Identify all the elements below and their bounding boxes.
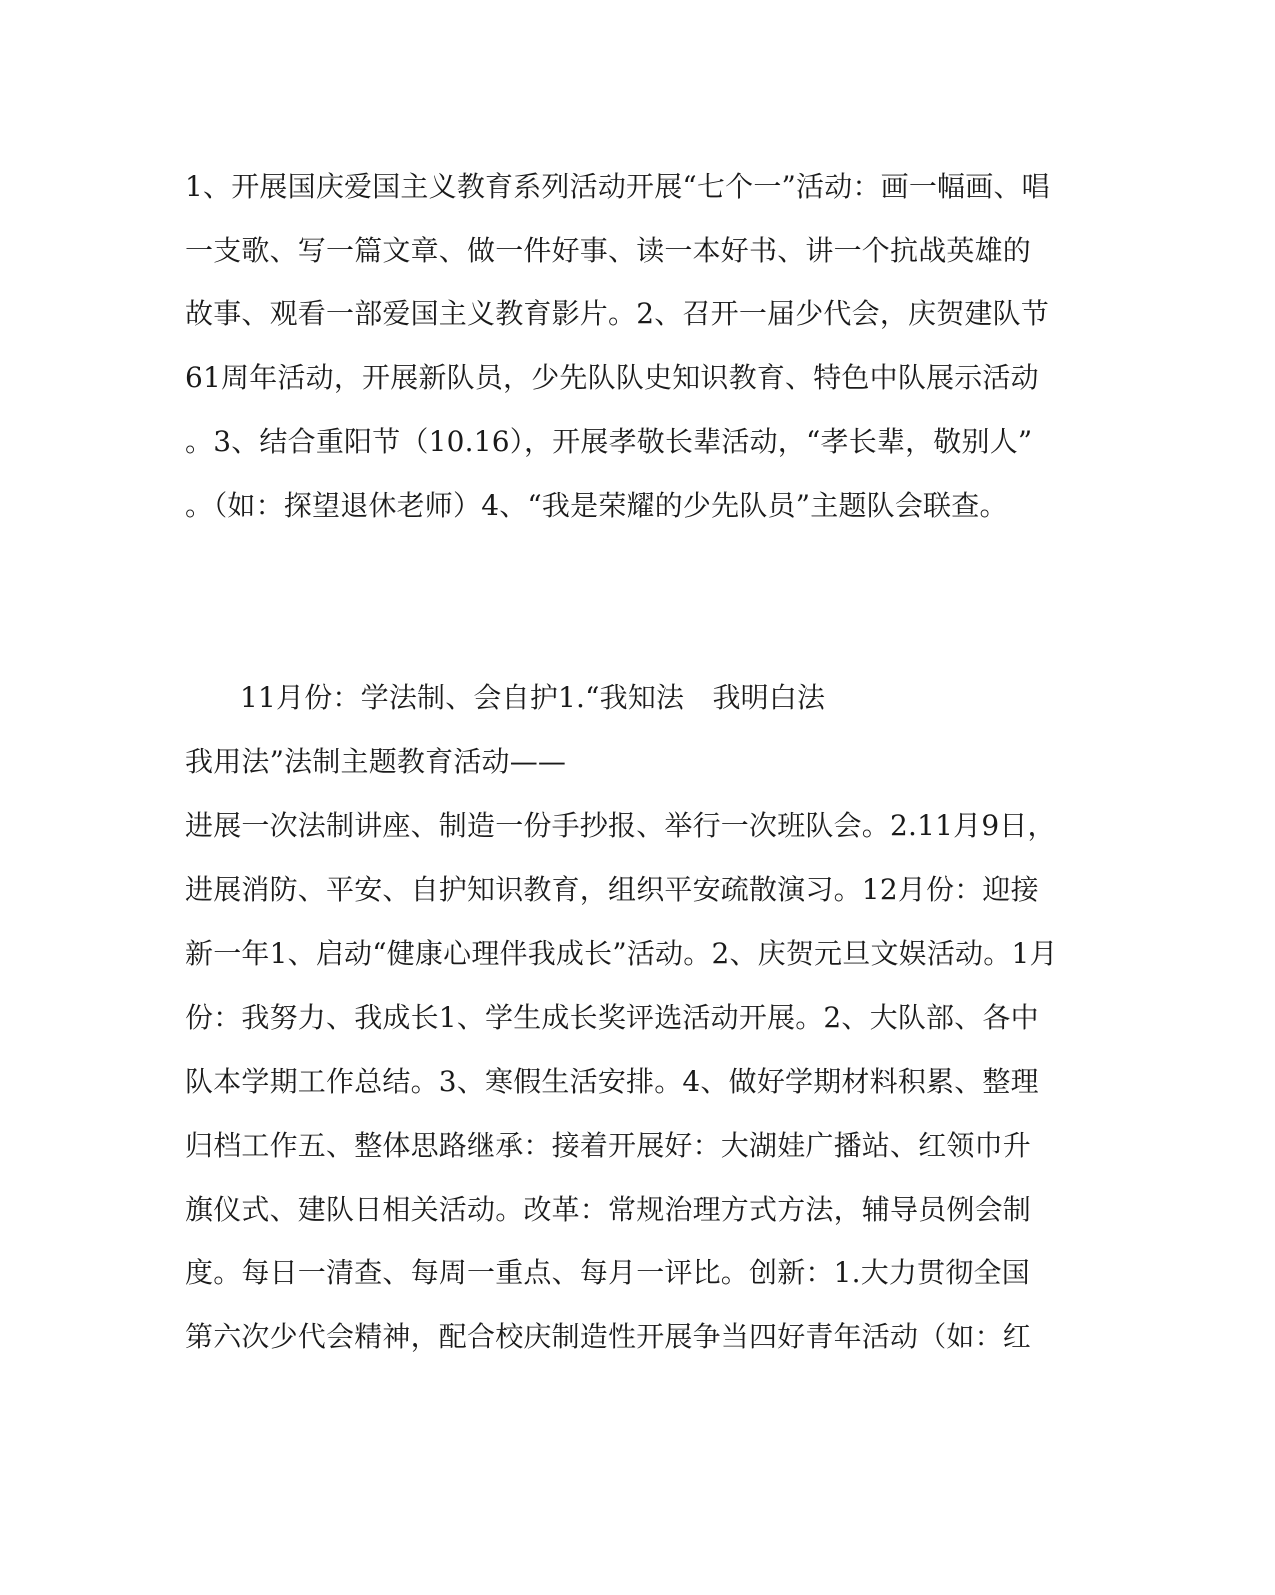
text-line: 1、开展国庆爱国主义教育系列活动开展“七个一”活动：画一幅画、唱 xyxy=(185,170,1050,203)
text-line: 队本学期工作总结。3、寒假生活安排。4、做好学期材料积累、整理 xyxy=(185,1065,1039,1098)
text-line: 进展消防、平安、自护知识教育，组织平安疏散演习。12月份：迎接 xyxy=(185,873,1039,906)
text-line: 。3、结合重阳节（10.16），开展孝敬长辈活动，“孝长辈，敬别人” xyxy=(185,425,1033,458)
text-line: 度。每日一清查、每周一重点、每月一评比。创新：1.大力贯彻全国 xyxy=(185,1256,1030,1289)
text-line: 第六次少代会精神，配合校庆制造性开展争当四好青年活动（如：红 xyxy=(185,1320,1032,1353)
text-line: 61周年活动，开展新队员，少先队队史知识教育、特色中队展示活动 xyxy=(185,361,1039,394)
text-line: 归档工作五、整体思路继承：接着开展好：大湖娃广播站、红领巾升 xyxy=(185,1129,1032,1162)
text-line: 进展一次法制讲座、制造一份手抄报、举行一次班队会。2.11月9日， xyxy=(185,809,1056,842)
text-line: 份：我努力、我成长1、学生成长奖评选活动开展。2、大队部、各中 xyxy=(185,1001,1039,1034)
text-line: 我用法”法制主题教育活动—— xyxy=(185,745,567,778)
text-line: 。（如：探望退休老师）4、“我是荣耀的少先队员”主题队会联查。 xyxy=(185,489,1008,522)
text-line: 11月份：学法制、会自护1.“我知法 我明白法 xyxy=(240,681,826,714)
text-line: 故事、观看一部爱国主义教育影片。2、召开一届少代会，庆贺建队节 xyxy=(185,297,1050,330)
text-line: 一支歌、写一篇文章、做一件好事、读一本好书、讲一个抗战英雄的 xyxy=(185,234,1032,267)
text-line: 新一年1、启动“健康心理伴我成长”活动。2、庆贺元旦文娱活动。1月 xyxy=(185,937,1058,970)
text-line: 旗仪式、建队日相关活动。改革：常规治理方式方法，辅导员例会制 xyxy=(185,1193,1032,1226)
